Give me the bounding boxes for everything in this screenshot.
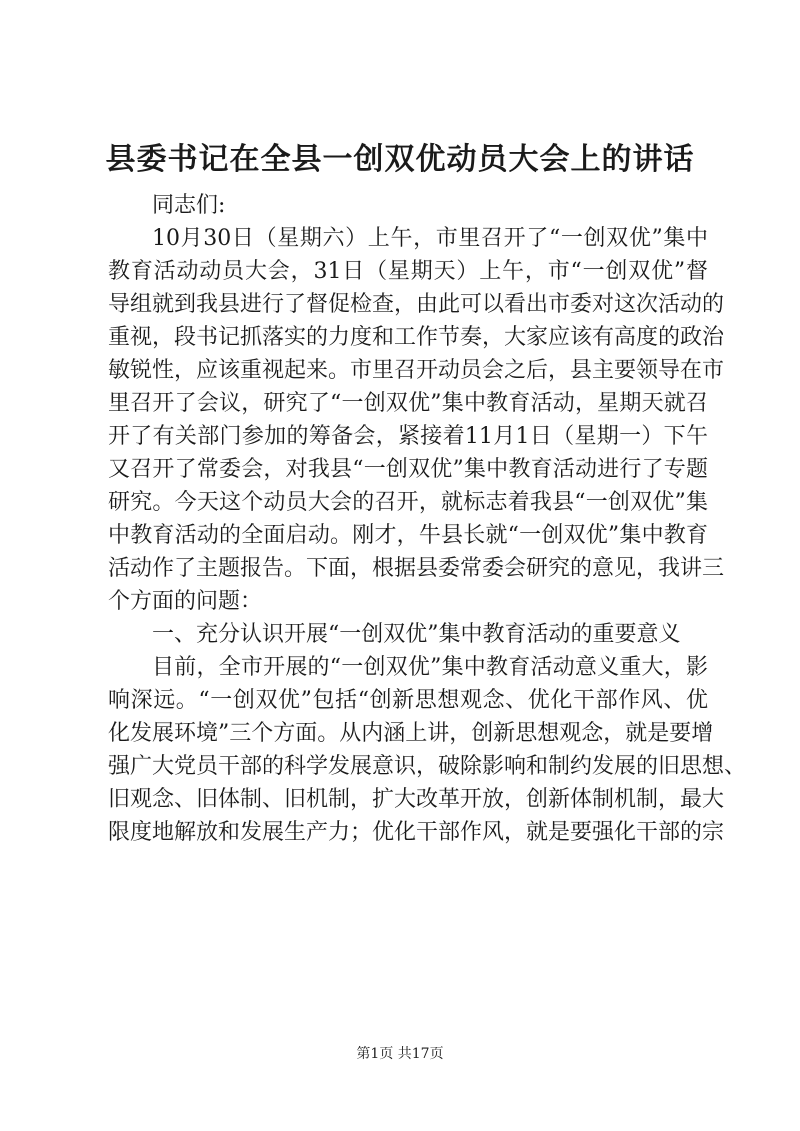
paragraph-line: 化发展环境”三个方面。从内涵上讲，创新思想观念，就是要增 xyxy=(108,721,714,746)
paragraph-line: 旧观念、旧体制、旧机制，扩大改革开放，创新体制机制，最大 xyxy=(108,787,725,812)
paragraph-line: 教育活动动员大会，31日（星期天）上午，市“一创双优”督 xyxy=(108,259,708,284)
paragraph-line: 活动作了主题报告。下面，根据县委常委会研究的意见，我讲三 xyxy=(108,556,725,581)
paragraph-line: 强广大党员干部的科学发展意识，破除影响和制约发展的旧思想、 xyxy=(108,754,747,779)
paragraph-line: 又召开了常委会，对我县“一创双优”集中教育活动进行了专题 xyxy=(108,457,708,482)
paragraph-line: 开了有关部门参加的筹备会，紧接着11月1日（星期一）下午 xyxy=(108,424,708,449)
paragraph-line: 重视，段书记抓落实的力度和工作节奏，大家应该有高度的政治 xyxy=(108,325,725,350)
page-number-footer: 第1页 共17页 xyxy=(356,1046,444,1062)
paragraph-line: 里召开了会议，研究了“一创双优”集中教育活动，星期天就召 xyxy=(108,391,708,416)
paragraph-line: 研究。今天这个动员大会的召开，就标志着我县“一创双优”集 xyxy=(108,490,708,515)
document-body xyxy=(108,189,747,849)
paragraph-line: 响深远。“一创双优”包括“创新思想观念、优化干部作风、优 xyxy=(108,688,708,713)
paragraph-line: 10月30日（星期六）上午，市里召开了“一创双优”集中 xyxy=(152,226,708,251)
paragraph-line: 敏锐性，应该重视起来。市里召开动员会之后，县主要领导在市 xyxy=(108,358,725,383)
section-heading: 一、充分认识开展“一创双优”集中教育活动的重要意义 xyxy=(152,622,681,647)
paragraph-line: 目前，全市开展的“一创双优”集中教育活动意义重大，影 xyxy=(152,655,708,680)
salutation-line: 同志们: xyxy=(152,193,226,218)
paragraph-line: 中教育活动的全面启动。刚才，牛县长就“一创双优”集中教育 xyxy=(108,523,708,548)
document-title: 县委书记在全县一创双优动员大会上的讲话 xyxy=(105,142,695,177)
paragraph-line: 个方面的问题： xyxy=(108,589,263,614)
paragraph-line: 导组就到我县进行了督促检查，由此可以看出市委对这次活动的 xyxy=(108,292,725,317)
paragraph-line: 限度地解放和发展生产力；优化干部作风，就是要强化干部的宗 xyxy=(108,820,725,845)
